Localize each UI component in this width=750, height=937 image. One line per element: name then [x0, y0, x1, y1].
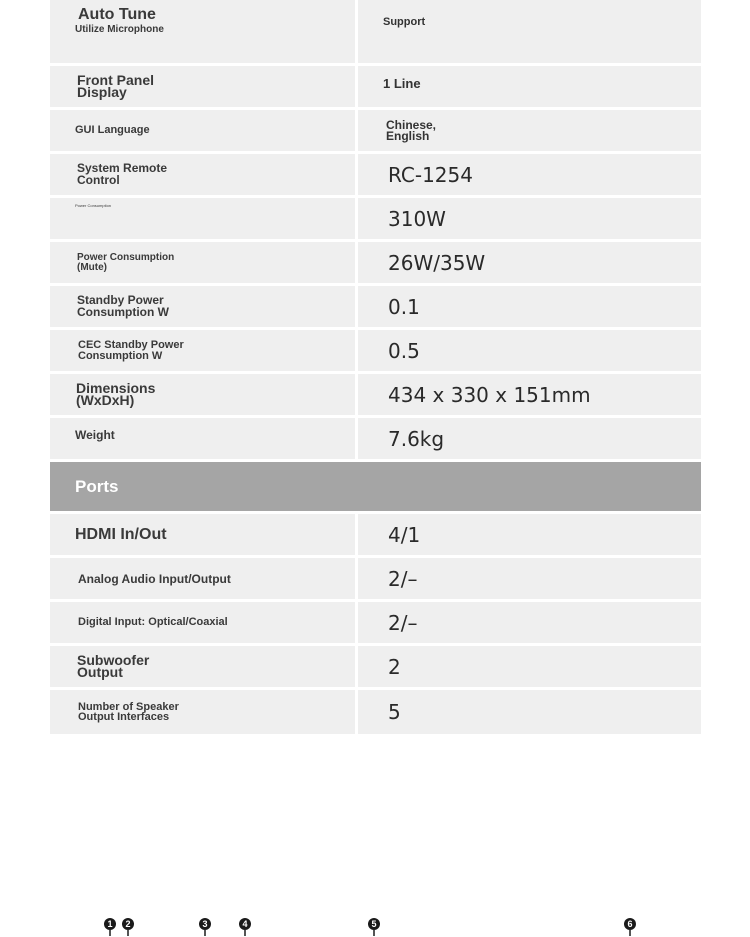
spec-label-text: Subwoofer Output: [77, 652, 150, 680]
spec-label-text: GUI Language: [75, 124, 150, 136]
spec-value: [358, 602, 701, 643]
spec-label-text: System Remote Control: [77, 161, 168, 187]
callout-marker: 6: [624, 918, 636, 930]
spec-label: [50, 602, 358, 643]
spec-row-remote-control: [50, 154, 701, 198]
spec-label: [50, 514, 358, 555]
spec-row-gui-language: [50, 110, 701, 154]
spec-row-hdmi: [50, 514, 701, 558]
spec-value: [358, 0, 701, 63]
spec-row-front-panel: [50, 66, 701, 110]
callout-markers: [0, 915, 750, 937]
spec-label: [50, 66, 358, 107]
spec-value-text: 5: [388, 700, 401, 724]
spec-row-analog-audio: [50, 558, 701, 602]
spec-value-text: 4/1: [388, 522, 421, 547]
spec-label-text: Analog Audio Input/Output: [78, 571, 231, 586]
spec-row-power-mute: [50, 242, 701, 286]
callout-marker: 1: [104, 918, 116, 930]
spec-value: [358, 418, 701, 459]
spec-label-text: Standby Power Consumption W: [77, 293, 169, 319]
spec-row-dimensions: [50, 374, 701, 418]
spec-label: [50, 242, 358, 283]
spec-label: [50, 154, 358, 195]
callout-marker: 5: [368, 918, 380, 930]
spec-value: [358, 286, 701, 327]
spec-value: [358, 374, 701, 415]
spec-label-text: CEC Standby Power Consumption W: [78, 339, 184, 362]
spec-value-text: 0.1: [388, 294, 420, 319]
spec-value: [358, 558, 701, 599]
spec-value-text: 0.5: [388, 338, 420, 363]
spec-label-text: Power Consumption (Mute): [77, 252, 175, 273]
callout-marker: 4: [239, 918, 251, 930]
spec-value: [358, 66, 701, 107]
spec-table: [50, 0, 701, 734]
spec-value: [358, 198, 701, 239]
spec-row-speaker-outputs: [50, 690, 701, 734]
spec-label-text: Auto Tune: [78, 6, 156, 23]
callout-marker: 2: [122, 918, 134, 930]
spec-label-text: Front Panel Display: [77, 71, 155, 100]
spec-row-power-consumption: [50, 198, 701, 242]
spec-value: [358, 242, 701, 283]
spec-value-text: Support: [383, 16, 426, 28]
spec-label: [50, 198, 358, 239]
spec-row-digital-input: [50, 602, 701, 646]
spec-value: [358, 646, 701, 687]
spec-sublabel-text: Utilize Microphone: [75, 23, 164, 35]
spec-row-subwoofer: [50, 646, 701, 690]
spec-value: [358, 514, 701, 555]
spec-label: [50, 286, 358, 327]
spec-value-text: 310W: [388, 206, 446, 231]
spec-label: [50, 418, 358, 459]
spec-label: [50, 0, 358, 63]
spec-label: [50, 646, 358, 687]
spec-value-text: 1 Line: [383, 76, 421, 91]
spec-row-standby-power: [50, 286, 701, 330]
spec-value-text: 2/–: [388, 566, 418, 591]
spec-value-text: Chinese, English: [386, 117, 437, 143]
spec-value: [358, 330, 701, 371]
spec-label-text: Weight: [75, 428, 115, 442]
spec-label-text: Dimensions (WxDxH): [76, 380, 156, 408]
spec-value-text: 2: [388, 654, 401, 679]
ports-header-text: Ports: [75, 476, 119, 496]
spec-value: [358, 690, 701, 734]
spec-value-text: 26W/35W: [388, 250, 486, 275]
spec-label-text: Power Consumption: [75, 203, 112, 208]
spec-value-text: 434 x 330 x 151mm: [388, 382, 591, 407]
spec-label-text: Digital Input: Optical/Coaxial: [78, 616, 228, 628]
callout-marker: 3: [199, 918, 211, 930]
spec-label: [50, 690, 358, 734]
spec-row-weight: [50, 418, 701, 462]
spec-value: [358, 110, 701, 151]
spec-label-text: Number of Speaker Output Interfaces: [78, 700, 179, 723]
spec-value-text: 7.6kg: [388, 426, 445, 451]
ports-section-header: [50, 462, 701, 514]
spec-label-text: HDMI In/Out: [75, 525, 167, 543]
spec-label: [50, 558, 358, 599]
spec-value-text: 2/–: [388, 610, 418, 635]
spec-value: [358, 154, 701, 195]
spec-value-text: RC-1254: [388, 162, 473, 187]
spec-label: [50, 330, 358, 371]
spec-row-auto-tune: [50, 0, 701, 66]
spec-row-cec-standby: [50, 330, 701, 374]
spec-label: [50, 374, 358, 415]
spec-label: [50, 110, 358, 151]
